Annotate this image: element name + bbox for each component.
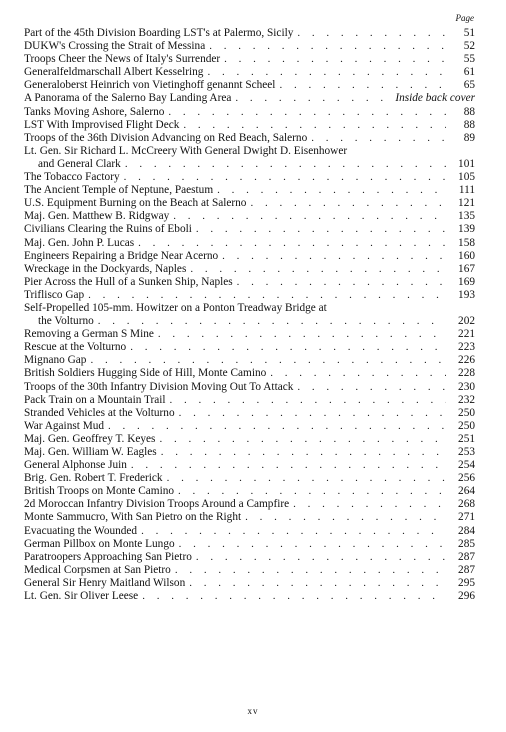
- entry-page-number: 226: [458, 354, 475, 367]
- dot-leader: [209, 40, 446, 53]
- entry-row: [24, 472, 475, 485]
- list-entry: [24, 237, 475, 250]
- entry-continuation-row: [24, 315, 475, 328]
- entry-row: [24, 184, 475, 197]
- list-entry: [24, 564, 475, 577]
- entry-page-number: 101: [458, 157, 475, 170]
- dot-leader: [167, 472, 446, 485]
- dot-leader: [250, 197, 446, 210]
- dot-leader: [179, 407, 446, 420]
- list-entry: [24, 66, 475, 79]
- list-entry: [24, 407, 475, 420]
- entry-page-number: 167: [458, 262, 475, 275]
- entry-title: Rescue at the Volturno: [24, 341, 127, 354]
- entry-title: The Tobacco Factory: [24, 171, 120, 184]
- dot-leader: [222, 250, 446, 263]
- entry-row: [24, 328, 475, 341]
- entry-row: [24, 106, 475, 119]
- dot-leader: [279, 79, 446, 92]
- dot-leader: [190, 263, 446, 276]
- entry-page-number: 52: [463, 40, 475, 53]
- entry-page-number: 65: [463, 79, 475, 92]
- dot-leader: [297, 27, 446, 40]
- entry-page-number: 169: [458, 275, 475, 288]
- entry-page-number: 221: [458, 328, 475, 341]
- entry-title: 2d Moroccan Infantry Division Troops Around a Campfire: [24, 498, 290, 511]
- entry-row: [24, 354, 475, 367]
- entry-page-number: 295: [458, 576, 475, 589]
- list-entry: [24, 381, 475, 394]
- entry-row: [24, 420, 475, 433]
- dot-leader: [138, 237, 446, 250]
- list-entry: [24, 485, 475, 498]
- list-entry: [24, 276, 475, 289]
- list-entry: [24, 223, 475, 236]
- entry-row: [24, 289, 475, 302]
- entry-page-number: 158: [458, 236, 475, 249]
- entry-row: [24, 577, 475, 590]
- dot-leader: [183, 119, 446, 132]
- entry-row: [24, 485, 475, 498]
- entry-title: Monte Sammucro, With San Pietro on the Right: [24, 511, 242, 524]
- list-entry: [24, 92, 475, 105]
- entry-page-number: 284: [458, 524, 475, 537]
- entry-row: [24, 145, 475, 158]
- entry-row: [24, 250, 475, 263]
- list-entry: [24, 420, 475, 433]
- entry-row: [24, 210, 475, 223]
- list-entry: [24, 551, 475, 564]
- entry-row: [24, 79, 475, 92]
- entry-title: Maj. Gen. Geoffrey T. Keyes: [24, 432, 156, 445]
- list-entry: [24, 289, 475, 302]
- entry-page-number: 256: [458, 472, 475, 485]
- entry-row: [24, 66, 475, 79]
- entry-title: Pier Across the Hull of a Sunken Ship, Naples: [24, 275, 233, 288]
- entry-title: Brig. Gen. Robert T. Frederick: [24, 472, 163, 485]
- entry-title: A Panorama of the Salerno Bay Landing Area: [24, 92, 232, 105]
- dot-leader: [297, 381, 446, 394]
- list-entry: [24, 459, 475, 472]
- entry-title: Generalfeldmarschall Albert Kesselring: [24, 66, 204, 79]
- entry-page-number: 287: [458, 563, 475, 576]
- entry-title: Pack Train on a Mountain Trail: [24, 393, 166, 406]
- entry-title: Stranded Vehicles at the Volturno: [24, 406, 175, 419]
- dot-leader: [270, 367, 446, 380]
- entry-title: General Sir Henry Maitland Wilson: [24, 576, 186, 589]
- entry-page-number: 193: [458, 288, 475, 301]
- entry-row: [24, 407, 475, 420]
- entry-title: Maj. Gen. Matthew B. Ridgway: [24, 210, 170, 223]
- dot-leader: [293, 498, 446, 511]
- entry-row: [24, 197, 475, 210]
- dot-leader: [168, 106, 446, 119]
- list-entry: [24, 263, 475, 276]
- dot-leader: [125, 158, 446, 171]
- dot-leader: [189, 577, 446, 590]
- page-folio: xv: [247, 706, 259, 716]
- entry-row: [24, 511, 475, 524]
- entry-title: Triflisco Gap: [24, 288, 85, 301]
- entry-page-number: 111: [458, 184, 475, 197]
- dot-leader: [159, 433, 446, 446]
- entry-row: [24, 551, 475, 564]
- entry-page-number: 230: [458, 380, 475, 393]
- entry-page-number: 135: [458, 210, 475, 223]
- entry-title: British Soldiers Hugging Side of Hill, Monte Camino: [24, 367, 267, 380]
- entry-row: [24, 394, 475, 407]
- entry-page-number: Inside back cover: [395, 92, 475, 105]
- entry-page-number: 121: [458, 197, 475, 210]
- entry-row: [24, 302, 475, 315]
- entry-row: [24, 367, 475, 380]
- entry-row: [24, 132, 475, 145]
- entry-title: Troops of the 36th Division Advancing on Red Beach, Salerno: [24, 131, 308, 144]
- entry-title: The Ancient Temple of Neptune, Paestum: [24, 184, 214, 197]
- entry-title: Evacuating the Wounded: [24, 524, 138, 537]
- entry-page-number: 250: [458, 406, 475, 419]
- list-entry: [24, 472, 475, 485]
- entry-row: [24, 237, 475, 250]
- entry-row: [24, 590, 475, 603]
- dot-leader: [108, 420, 446, 433]
- entry-title: General Alphonse Juin: [24, 459, 127, 472]
- dot-leader: [131, 459, 446, 472]
- dot-leader: [207, 66, 446, 79]
- list-entry: [24, 577, 475, 590]
- dot-leader: [161, 446, 446, 459]
- entry-page-number: 55: [463, 53, 475, 66]
- list-entry: [24, 27, 475, 40]
- dot-leader: [179, 538, 446, 551]
- entry-title: Lt. Gen. Sir Oliver Leese: [24, 590, 139, 603]
- entry-title: Removing a German S Mine: [24, 328, 154, 341]
- entry-title: War Against Mud: [24, 419, 105, 432]
- dot-leader: [175, 564, 446, 577]
- entry-row: [24, 263, 475, 276]
- list-entry: [24, 446, 475, 459]
- entry-row: [24, 53, 475, 66]
- list-entry: [24, 197, 475, 210]
- entry-page-number: 268: [458, 498, 475, 511]
- entry-title: Troops of the 30th Infantry Division Moving Out To Attack: [24, 380, 294, 393]
- entry-page-number: 287: [458, 550, 475, 563]
- list-entry: [24, 394, 475, 407]
- entry-page-number: 88: [463, 105, 475, 118]
- list-entry: [24, 433, 475, 446]
- dot-leader: [141, 525, 446, 538]
- entry-page-number: 285: [458, 537, 475, 550]
- entry-row: [24, 40, 475, 53]
- entry-page-number: 254: [458, 459, 475, 472]
- entry-row: [24, 498, 475, 511]
- dot-leader: [196, 551, 446, 564]
- entry-title: Tanks Moving Ashore, Salerno: [24, 105, 165, 118]
- dot-leader: [173, 210, 446, 223]
- dot-leader: [142, 590, 446, 603]
- dot-leader: [311, 132, 446, 145]
- list-entry: [24, 40, 475, 53]
- list-entry: [24, 498, 475, 511]
- entry-page-number: 202: [458, 315, 475, 328]
- list-entry: [24, 328, 475, 341]
- entry-page-number: 139: [458, 223, 475, 236]
- entry-page-number: 88: [463, 118, 475, 131]
- entry-page-number: 253: [458, 446, 475, 458]
- entry-title: Troops Cheer the News of Italy's Surrender: [24, 53, 221, 66]
- dot-leader: [235, 92, 389, 105]
- entry-page-number: 264: [458, 485, 475, 498]
- dot-leader: [237, 276, 446, 289]
- entry-row: [24, 459, 475, 472]
- list-entry: [24, 132, 475, 145]
- entry-title: Generaloberst Heinrich von Vietinghoff genannt Scheel: [24, 79, 276, 92]
- entry-row: [24, 433, 475, 446]
- dot-leader: [88, 289, 446, 302]
- entry-row: [24, 446, 475, 459]
- entry-title: Civilians Clearing the Ruins of Eboli: [24, 223, 192, 236]
- entry-title: Paratroopers Approaching San Pietro: [24, 550, 192, 563]
- entry-title-continuation: the Volturno: [38, 315, 94, 328]
- entry-title: Mignano Gap: [24, 354, 87, 367]
- list-entry: [24, 302, 475, 328]
- entry-row: [24, 564, 475, 577]
- list-entry: [24, 79, 475, 92]
- entry-page-number: 228: [458, 367, 475, 380]
- entry-row: [24, 171, 475, 184]
- entry-page-number: 51: [463, 27, 475, 39]
- list-entry: [24, 171, 475, 184]
- entry-title: U.S. Equipment Burning on the Beach at Salerno: [24, 197, 247, 210]
- entry-page-number: 223: [458, 341, 475, 354]
- entry-title: Lt. Gen. Sir Richard L. McCreery With General Dwight D. Eisenhower: [24, 144, 348, 157]
- illustrations-list: [24, 27, 475, 603]
- entry-title: Engineers Repairing a Bridge Near Acerno: [24, 249, 219, 262]
- entry-row: [24, 223, 475, 236]
- entry-row: [24, 27, 475, 40]
- entry-title: Medical Corpsmen at San Pietro: [24, 563, 171, 576]
- list-entry: [24, 145, 475, 171]
- entry-row: [24, 538, 475, 551]
- list-entry: [24, 250, 475, 263]
- entry-page-number: 232: [458, 393, 475, 406]
- dot-leader: [224, 53, 446, 66]
- list-entry: [24, 341, 475, 354]
- entry-title: DUKW's Crossing the Strait of Messina: [24, 40, 206, 53]
- dot-leader: [124, 171, 446, 184]
- dot-leader: [158, 328, 446, 341]
- entry-page-number: 89: [463, 131, 475, 144]
- entry-title: Wreckage in the Dockyards, Naples: [24, 262, 187, 275]
- entry-title: British Troops on Monte Camino: [24, 485, 175, 498]
- entry-row: [24, 119, 475, 132]
- dot-leader: [90, 354, 446, 367]
- entry-page-number: 61: [463, 66, 475, 79]
- entry-title: German Pillbox on Monte Lungo: [24, 537, 175, 550]
- list-entry: [24, 590, 475, 603]
- entry-row: [24, 92, 475, 105]
- list-entry: [24, 367, 475, 380]
- list-entry: [24, 210, 475, 223]
- page-column-header: Page: [455, 13, 474, 23]
- entry-title: Part of the 45th Division Boarding LST's at Palermo, Sicily: [24, 27, 294, 39]
- entry-row: [24, 381, 475, 394]
- dot-leader: [196, 223, 446, 236]
- entry-title: LST With Improvised Flight Deck: [24, 118, 180, 131]
- list-entry: [24, 354, 475, 367]
- entry-page-number: 296: [458, 590, 475, 603]
- list-entry: [24, 511, 475, 524]
- list-entry: [24, 538, 475, 551]
- list-entry: [24, 53, 475, 66]
- entry-page-number: 250: [458, 419, 475, 432]
- entry-title: Maj. Gen. John P. Lucas: [24, 236, 135, 249]
- list-entry: [24, 525, 475, 538]
- list-entry: [24, 106, 475, 119]
- entry-row: [24, 525, 475, 538]
- dot-leader: [217, 184, 446, 197]
- dot-leader: [130, 341, 446, 354]
- list-entry: [24, 119, 475, 132]
- entry-row: [24, 341, 475, 354]
- entry-title: Self-Propelled 105-mm. Howitzer on a Ponton Treadway Bridge at: [24, 301, 327, 314]
- entry-title-continuation: and General Clark: [38, 157, 121, 170]
- entry-page-number: 271: [458, 511, 475, 524]
- entry-row: [24, 276, 475, 289]
- entry-page-number: 251: [458, 432, 475, 445]
- dot-leader: [98, 315, 446, 328]
- dot-leader: [178, 485, 446, 498]
- entry-continuation-row: [24, 158, 475, 171]
- entry-title: Maj. Gen. William W. Eagles: [24, 446, 157, 458]
- dot-leader: [245, 511, 446, 524]
- list-entry: [24, 184, 475, 197]
- dot-leader: [170, 394, 446, 407]
- entry-page-number: 160: [458, 249, 475, 262]
- entry-page-number: 105: [458, 171, 475, 184]
